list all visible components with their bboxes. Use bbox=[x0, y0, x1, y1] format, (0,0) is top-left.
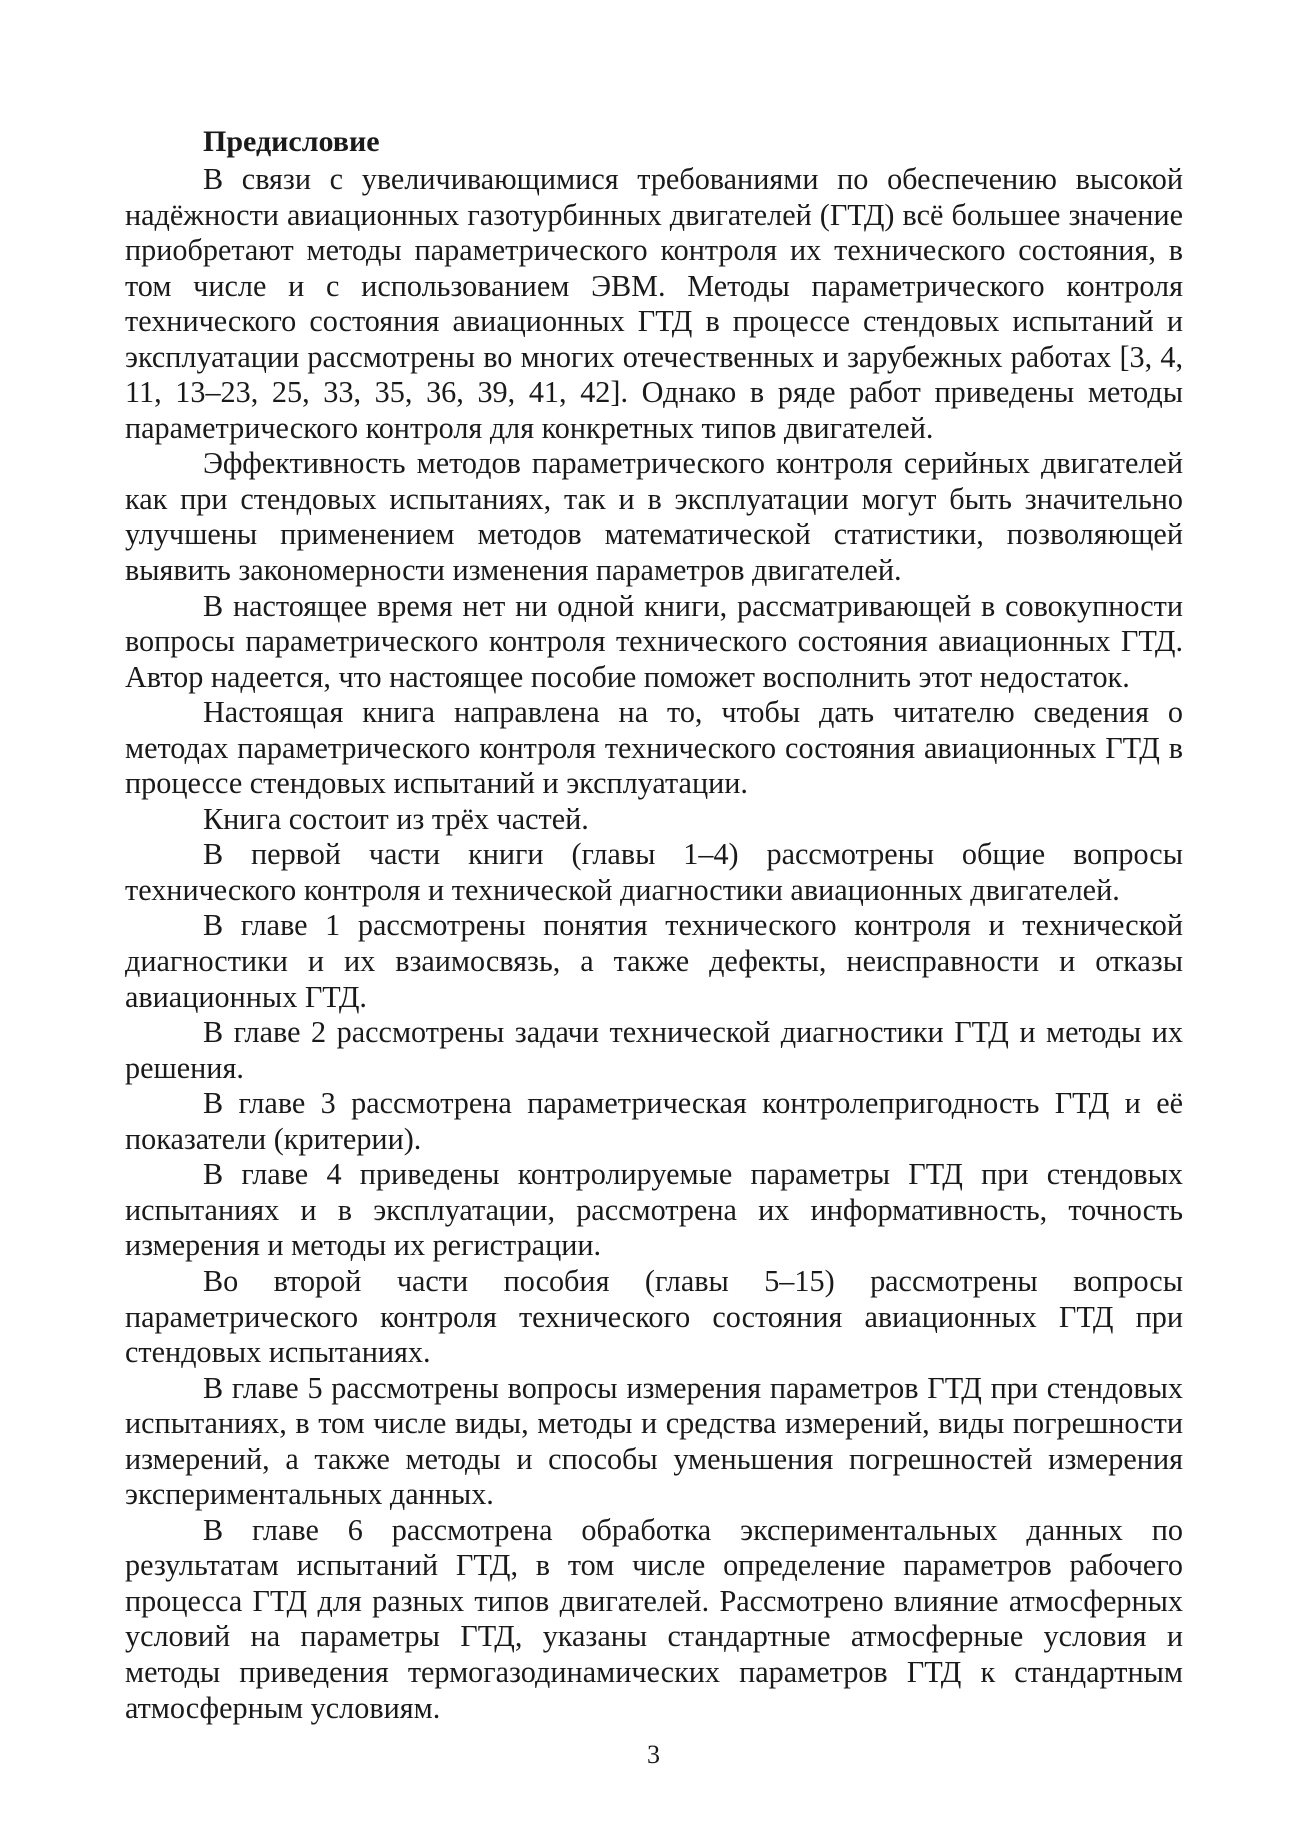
paragraph: Эффективность методов параметрического контроля серийных двигателей как при стендовых испытаниях, так и в эксплуатации могут быть значительно улучшены применением методов математической статистики, позволяющей выявить закономерности изменения параметров двигателей. bbox=[125, 446, 1183, 588]
paragraph: В главе 4 приведены контролируемые параметры ГТД при стендовых испытаниях и в эксплуатации, рассмотрена их информативность, точность измерения и методы их регистрации. bbox=[125, 1157, 1183, 1263]
paragraph: Настоящая книга направлена на то, чтобы дать читателю сведения о методах параметрического контроля технического состояния авиационных ГТД в процессе стендовых испытаний и эксплуатации. bbox=[125, 695, 1183, 801]
paragraph: В связи с увеличивающимися требованиями по обеспечению высокой надёжности авиационных газотурбинных двигателей (ГТД) всё большее значение приобретают методы параметрического контроля их технического состояния, в том числе и с использованием ЭВМ. Методы параметрического контроля технического состояния авиационных ГТД в процессе стендовых испытаний и эксплуатации рассмотрены во многих отечественных и зарубежных работах [3, 4, 11, 13–23, 25, 33, 35, 36, 39, 41, 42]. Однако в ряде работ приведены методы параметрического контроля для конкретных типов двигателей. bbox=[125, 162, 1183, 445]
paragraph: В главе 6 рассмотрена обработка экспериментальных данных по результатам испытаний ГТД, в том числе определение параметров рабочего процесса ГТД для разных типов двигателей. Рассмотрено влияние атмосферных условий на параметры ГТД, указаны стандартные атмосферные условия и методы приведения термогазодинамических параметров ГТД к стандартным атмосферным условиям. bbox=[125, 1512, 1183, 1725]
section-heading: Предисловие bbox=[203, 125, 380, 158]
paragraph: Во второй части пособия (главы 5–15) рассмотрены вопросы параметрического контроля технического состояния авиационных ГТД при стендовых испытаниях. bbox=[125, 1263, 1183, 1370]
paragraph: В главе 5 рассмотрены вопросы измерения параметров ГТД при стендовых испытаниях, в том числе виды, методы и средства измерений, виды погрешности измерений, а также методы и способы уменьшения погрешностей измерения экспериментальных данных. bbox=[125, 1370, 1183, 1512]
paragraph: В первой части книги (главы 1–4) рассмотрены общие вопросы технического контроля и технической диагностики авиационных двигателей. bbox=[125, 837, 1183, 907]
paragraph: В главе 2 рассмотрены задачи технической диагностики ГТД и методы их решения. bbox=[125, 1015, 1183, 1085]
paragraph: Книга состоит из трёх частей. bbox=[203, 801, 589, 836]
page-content bbox=[125, 122, 1183, 1726]
paragraph: В главе 1 рассмотрены понятия технического контроля и технической диагностики и их взаимосвязь, а также дефекты, неисправности и отказы авиационных ГТД. bbox=[125, 908, 1183, 1014]
paragraph: В настоящее время нет ни одной книги, рассматривающей в совокупности вопросы параметрического контроля технического состояния авиационных ГТД. Автор надеется, что настоящее пособие поможет восполнить этот недостаток. bbox=[125, 588, 1183, 694]
page-number: 3 bbox=[647, 1740, 660, 1769]
paragraph: В главе 3 рассмотрена параметрическая контролепригодность ГТД и её показатели (критерии). bbox=[125, 1086, 1183, 1156]
